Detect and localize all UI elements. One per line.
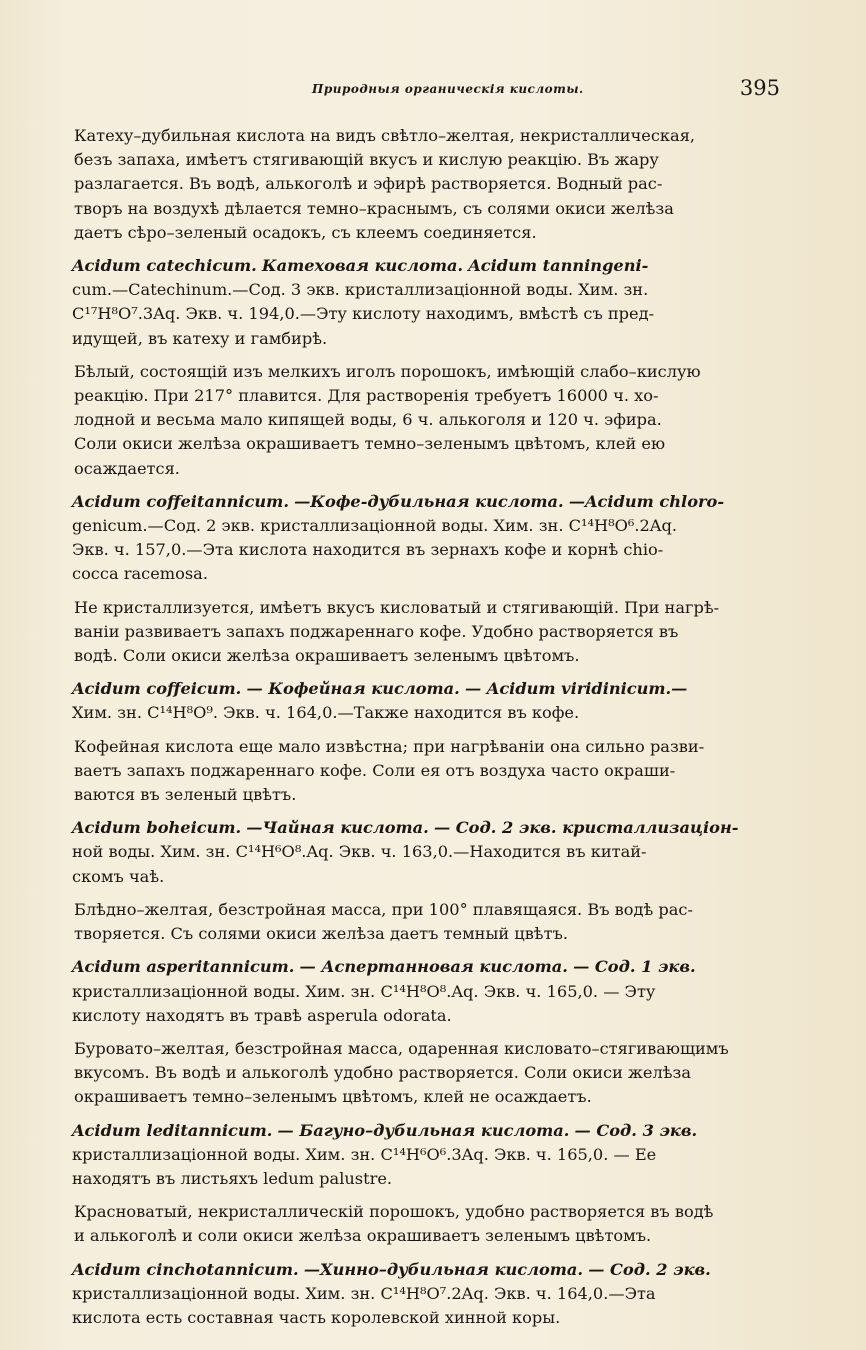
text-line: окрашиваетъ темно–зеленымъ цвѣтомъ, клей не осаждаетъ. [74,1087,592,1107]
heading-continuation: — Сод. 1 экв. [573,957,696,977]
text-line: Экв. ч. 157,0.—Эта кислота находится въ зернахъ кофе и корнѣ chio- [72,540,664,560]
acid-entry [70,1119,756,1192]
latin-name: Acidum cinchotannicum. [72,1259,299,1279]
text-line: ваетъ запахъ поджареннаго кофе. Соли ея отъ воздуха часто окраши- [74,760,676,780]
russian-name: —Чайная кислота. [246,818,429,838]
text-line: скомъ чаѣ. [72,866,165,886]
text-line: Блѣдно–желтая, безстройная масса, при 100° плавящаяся. Въ водѣ рас- [74,899,693,919]
text-line: genicum.—Сод. 2 экв. кристаллизаціонной воды. Хим. зн. C¹⁴H⁸O⁶.2Aq. [72,516,677,536]
entry-heading [72,254,756,278]
text-line: Соли окиси желѣза окрашиваетъ темно–зеленымъ цвѣтомъ, клей ею [74,434,666,454]
heading-continuation: — Сод. 2 экв. [588,1259,711,1279]
latin-name: Acidum asperitannicum. [72,957,295,977]
text-line: находятъ въ листьяхъ ledum palustre. [72,1168,393,1188]
text-line: реакцію. При 217° плавится. Для растворенія требуетъ 16000 ч. хо- [74,386,659,406]
entry-heading [72,816,756,840]
acid-entry [70,677,756,725]
latin-name: Acidum catechicum. [72,256,257,276]
text-line: кристаллизаціонной воды. Хим. зн. C¹⁴H⁶O⁶.3Aq. Экв. ч. 165,0. — Ее [72,1144,657,1164]
acid-description [70,360,756,481]
heading-continuation: —Acidum chloro- [568,491,725,511]
heading-continuation: — Сод. 3 экв. [574,1120,698,1140]
entry-heading [72,1119,756,1143]
text-line: водѣ. Соли окиси желѣза окрашиваетъ зеленымъ цвѣтомъ. [74,646,580,666]
text-line: творъ на воздухѣ дѣлается темно–краснымъ, съ солями окиси желѣза [74,198,674,218]
russian-name: — Аспертанновая кислота. [299,957,568,977]
latin-name: Acidum coffeicum. [72,679,242,699]
acid-description [70,124,756,245]
russian-name: —Хинно–дубильная кислота. [303,1259,584,1279]
text-line: ваніи развиваетъ запахъ поджареннаго кофе. Удобно растворяется въ [74,621,679,641]
latin-name: Acidum boheicum. [72,818,242,838]
text-line: и алькоголѣ и соли окиси желѣза окрашиваетъ зеленымъ цвѣтомъ. [74,1226,652,1246]
text-line: безъ запаха, имѣетъ стягивающій вкусъ и кислую реакцію. Въ жару [74,150,659,170]
text-line: даетъ сѣро–зеленый осадокъ, съ клеемъ соединяется. [74,222,537,242]
entry-heading [72,955,756,979]
russian-name: Катеховая кислота. [261,256,464,276]
text-line: Буровато–желтая, безстройная масса, одаренная кисловато–стягивающимъ [74,1038,729,1058]
text-line: ваются въ зеленый цвѣтъ. [74,785,297,805]
text-line: вкусомъ. Въ водѣ и алькоголѣ удобно растворяется. Соли окиси желѣза [74,1063,692,1083]
russian-name: — Багуно–дубильная кислота. [277,1120,570,1140]
entry-heading [72,490,756,514]
text-line: ной воды. Хим. зн. C¹⁴H⁶O⁸.Aq. Экв. ч. 163,0.—Находится въ китай- [72,842,647,862]
text-line: Не кристаллизуется, имѣетъ вкусъ кисловатый и стягивающій. При нагрѣ- [74,597,720,617]
acid-description [70,898,756,946]
text-line: творяется. Съ солями окиси желѣза даетъ темный цвѣтъ. [74,924,568,944]
page-number: 395 [739,76,780,100]
entry-heading [72,677,756,701]
acid-description [70,735,756,808]
russian-name: —Кофе-дубильная кислота. [294,491,564,511]
text-line: Бѣлый, состоящій изъ мелкихъ иголъ порошокъ, имѣющій слабо–кислую [74,361,701,381]
page-header [80,76,780,102]
text-line: кислоту находятъ въ травѣ asperula odorata. [72,1005,452,1025]
text-line: кристаллизаціонной воды. Хим. зн. C¹⁴H⁸O⁸.Aq. Экв. ч. 165,0. — Эту [72,981,656,1001]
acid-entry [70,1258,756,1331]
text-line: Кофейная кислота еще мало извѣстна; при нагрѣваніи она сильно разви- [74,736,705,756]
acid-entry [70,955,756,1028]
text-line: кислота есть составная часть королевской хинной коры. [72,1307,561,1327]
text-line: разлагается. Въ водѣ, алькоголѣ и эфирѣ растворяется. Водный рас- [74,174,663,194]
text-line: кристаллизаціонной воды. Хим. зн. C¹⁴H⁸O⁷.2Aq. Экв. ч. 164,0.—Эта [72,1283,656,1303]
latin-name: Acidum coffeitannicum. [72,491,289,511]
heading-continuation: — Acidum viridinicum.— [464,679,688,699]
text-line: осаждается. [74,458,180,478]
running-head: Природныя органическія кислоты. [312,82,584,96]
acid-entry [70,816,756,889]
page-body [70,124,756,1339]
text-line: cocca racemosa. [72,564,208,584]
heading-continuation: Acidum tanningeni- [468,256,649,276]
latin-name: Acidum leditannicum. [72,1120,273,1140]
text-line: Хим. зн. C¹⁴H⁸O⁹. Экв. ч. 164,0.—Также находится въ кофе. [72,703,580,723]
acid-description [70,1037,756,1110]
text-line: Катеху–дубильная кислота на видъ свѣтло–желтая, некристаллическая, [74,126,696,145]
acid-description [70,1200,756,1248]
text-line: идущей, въ катеху и гамбирѣ. [72,328,328,348]
heading-continuation: — Сод. 2 экв. кристаллизаціон- [433,818,739,838]
acid-entry [70,490,756,587]
acid-entry [70,254,756,351]
russian-name: — Кофейная кислота. [246,679,460,699]
text-line: cum.—Catechinum.—Сод. 3 экв. кристаллизаціонной воды. Хим. зн. [72,280,649,300]
acid-description [70,596,756,669]
entry-heading [72,1258,756,1282]
text-line: Красноватый, некристаллическій порошокъ, удобно растворяется въ водѣ [74,1202,714,1222]
text-line: C¹⁷H⁸O⁷.3Aq. Экв. ч. 194,0.—Эту кислоту находимъ, вмѣстѣ съ пред- [72,304,655,324]
text-line: лодной и весьма мало кипящей воды, 6 ч. алькоголя и 120 ч. эфира. [74,410,662,430]
